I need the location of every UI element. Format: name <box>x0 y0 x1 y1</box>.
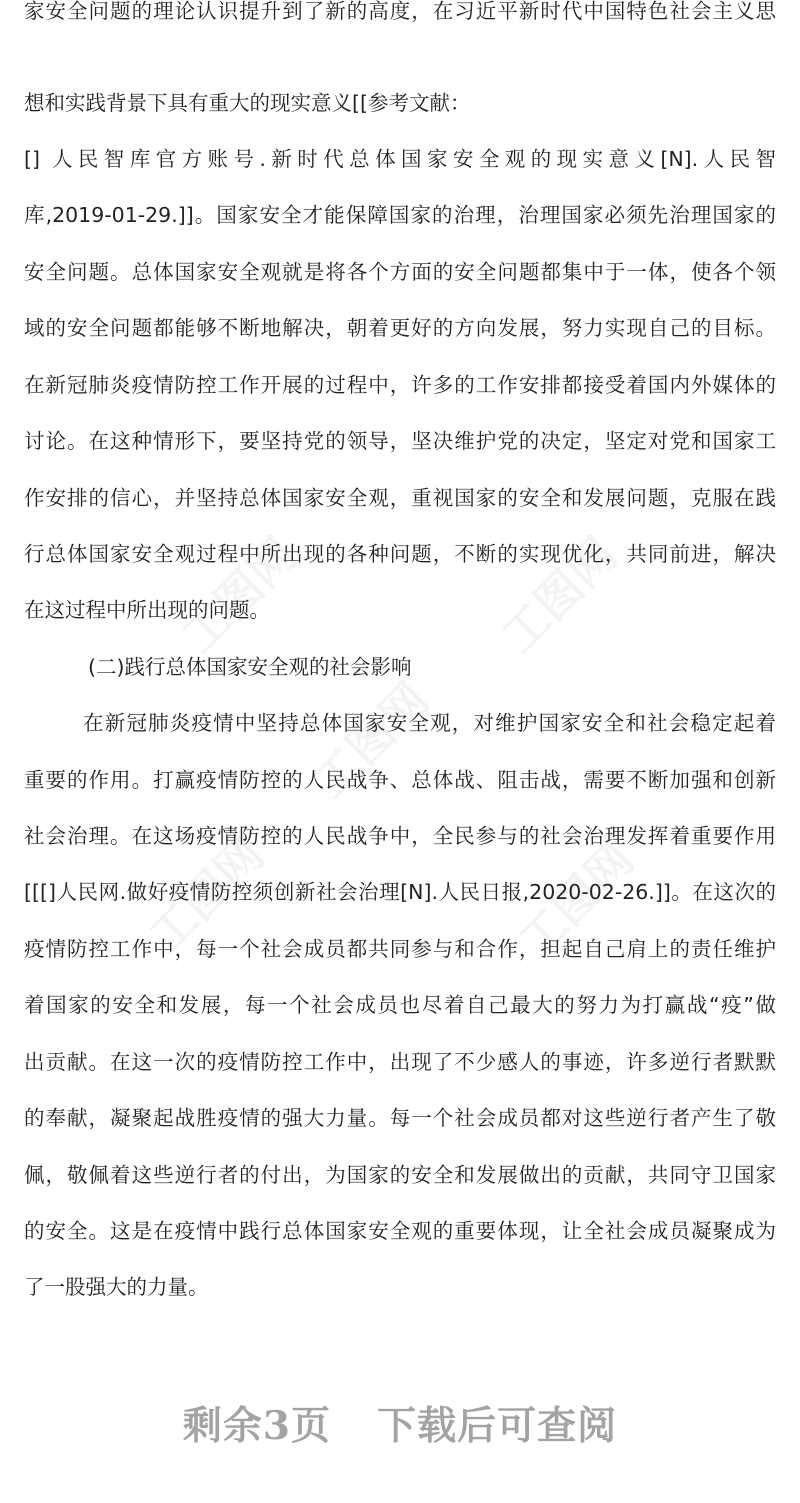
text-line: 域的安全问题都能够不断地解决，朝着更好的方向发展，努力实现自己的目标。 <box>24 316 776 340</box>
text-line: 家安全问题的理论认识提升到了新的高度，在习近平新时代中国特色社会主义思 <box>24 0 776 23</box>
text-line: 的奉献，凝聚起战胜疫情的强大力量。每一个社会成员都对这些逆行者产生了敬 <box>24 1106 776 1130</box>
text-line: 讨论。在这种情形下，要坚持党的领导，坚决维护党的决定，坚定对党和国家工 <box>24 429 776 453</box>
text-line: 在新冠肺炎疫情防控工作开展的过程中，许多的工作安排都接受着国内外媒体的 <box>24 373 776 397</box>
text-line: 库,2019-01-29.]]。国家安全才能保障国家的治理，治理国家必须先治理国家的 <box>24 203 776 227</box>
download-prompt[interactable] <box>0 1402 800 1450</box>
text-line: 出贡献。在这一次的疫情防控工作中，出现了不少感人的事迹，许多逆行者默默 <box>24 1050 776 1074</box>
text-line: 社会治理。在这场疫情防控的人民战争中，全民参与的社会治理发挥着重要作用 <box>24 824 776 848</box>
text-line: 的安全。这是在疫情中践行总体国家安全观的重要体现，让全社会成员凝聚成为 <box>24 1219 776 1243</box>
text-line: 佩，敬佩着这些逆行者的付出，为国家的安全和发展做出的贡献，共同守卫国家 <box>24 1163 776 1187</box>
download-to-view-label[interactable]: 下载后可查阅 <box>377 1403 618 1449</box>
text-line: 安全问题。总体国家安全观就是将各个方面的安全问题都集中于一体，使各个领 <box>24 260 776 284</box>
text-line: 着国家的安全和发展，每一个社会成员也尽着自己最大的努力为打赢战“疫”做 <box>24 993 776 1017</box>
text-line: 作安排的信心，并坚持总体国家安全观，重视国家的安全和发展问题，克服在践 <box>24 486 776 510</box>
section-heading: (二)践行总体国家安全观的社会影响 <box>88 655 412 679</box>
text-line: 行总体国家安全观过程中所出现的各种问题，不断的实现优化，共同前进，解决 <box>24 542 776 566</box>
text-line: 想和实践背景下具有重大的现实意义[[参考文献： <box>24 91 471 115</box>
text-line: 在这过程中所出现的问题。 <box>24 598 270 622</box>
text-line: 在新冠肺炎疫情中坚持总体国家安全观，对维护国家安全和社会稳定起着 <box>83 711 776 735</box>
text-line: [[[]人民网.做好疫情防控须创新社会治理[N].人民日报,2020-02-26.]]。在这次的 <box>24 880 776 904</box>
text-line: [] 人民智库官方账号.新时代总体国家安全观的现实意义[N].人民智 <box>24 147 776 171</box>
text-line: 重要的作用。打赢疫情防控的人民战争、总体战、阻击战，需要不断加强和创新 <box>24 768 776 792</box>
remaining-pages-label: 剩余3页 <box>182 1403 332 1449</box>
text-line: 了一股强大的力量。 <box>24 1275 209 1299</box>
text-line: 疫情防控工作中，每一个社会成员都共同参与和合作，担起自己肩上的责任维护 <box>24 937 776 961</box>
